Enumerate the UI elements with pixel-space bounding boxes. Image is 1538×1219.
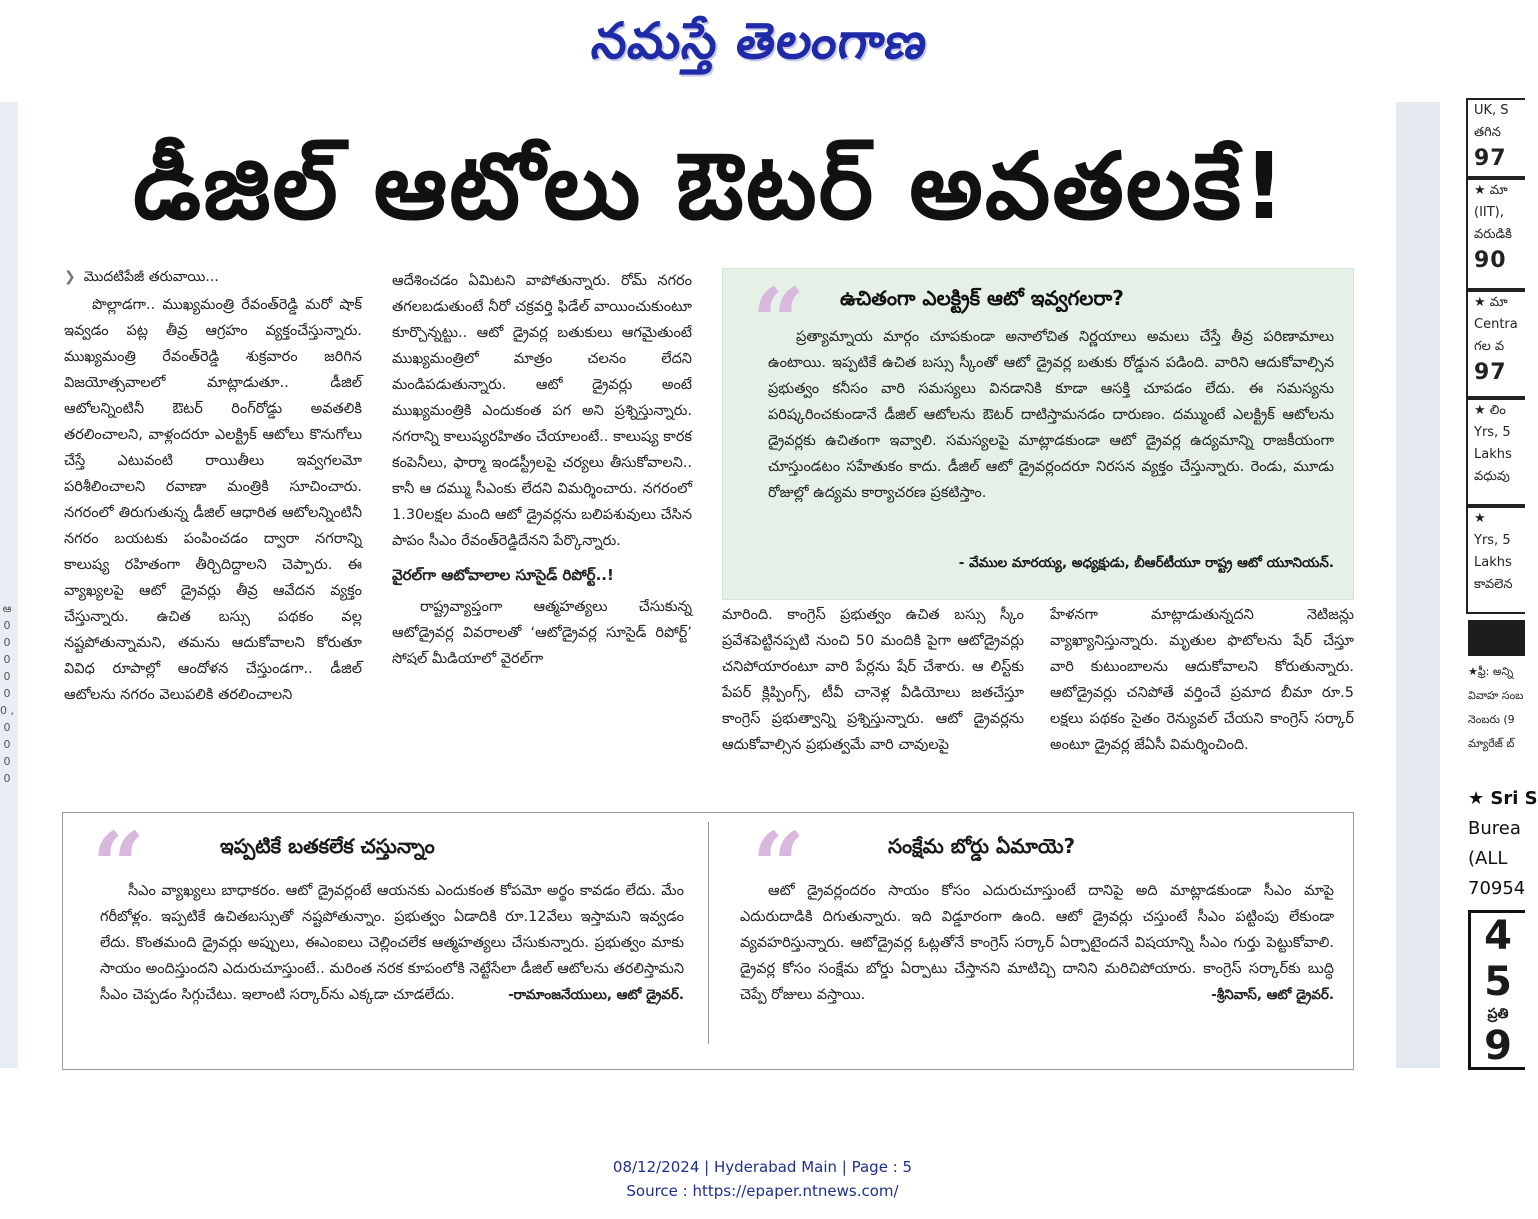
classified-line: వరుడికి — [1474, 227, 1512, 242]
article-column-1 — [64, 292, 362, 792]
quote-box-byline: - వేముల మారయ్య, అధ్యక్షుడు, బీఆర్‌టీయూ రాష్ట్ర ఆటో యూనియన్. — [958, 555, 1334, 571]
quote-box-body — [768, 324, 1334, 546]
driver-quote-title-left: ఇప్పటికే బతకలేక చస్తున్నాం — [220, 834, 435, 858]
classified-line: తగిన — [1474, 125, 1501, 140]
article-column-4 — [1050, 602, 1354, 798]
classified-line: ★ — [1474, 511, 1486, 526]
article-column-2 — [392, 268, 692, 798]
classified-ad — [1466, 398, 1525, 506]
driver-quote-paragraph-right — [740, 878, 1334, 1008]
classified-line: ★ లిం — [1474, 403, 1506, 418]
footer-source-link[interactable]: Source : https://epaper.ntnews.com/ — [626, 1182, 899, 1200]
driver-quote-body-left — [100, 878, 684, 1038]
chevron-right-icon: ❯ — [64, 269, 76, 285]
classified-line: Lakhs — [1474, 447, 1512, 462]
classified-ad — [1466, 290, 1525, 398]
classified-line: వివాహ సంబ — [1468, 689, 1524, 702]
driver-quote-byline-right: -శ్రీనివాస్, ఆటో డ్రైవర్. — [1211, 987, 1334, 1003]
classified-dark-banner — [1468, 620, 1525, 656]
driver-quote-text-right: ఆటో డ్రైవర్లందరం సాయం కోసం ఎదురుచూస్తుంటే దానిపై అది మాట్లాడకుండా సీఎం మాపై ఎదురుదాడికి దిగుతున్నారు. ఇది విడ్డూరంగా ఉంది. ఆటో డ్రైవర్లు చస్తుంటే సీఎం పట్టింపు లేకుండా వ్యవహరిస్తున్నారు. ఆటోడ్రైవర్ల ఓట్లతోనే కాంగ్రెస్ సర్కార్ ఏర్పాటైందనే విషయాన్ని సీఎం గుర్తు పెట్టుకోవాలి. డ్రైవర్ల కోసం సంక్షేమ బోర్డు ఏర్పాటు చేస్తానని మాటిచ్చి దానిని మరిచిపోయారు. కాంగ్రెస్ సర్కార్‌కు బుద్ధి చెప్పే రోజులు వస్తాయి. — [740, 883, 1334, 1003]
classified-small-ad — [1468, 660, 1525, 780]
classified-line: 9 — [1484, 1023, 1512, 1069]
continued-label: మొదటిపేజీ తరువాయి... — [83, 269, 219, 285]
column-1-paragraph: పొల్లాడగా.. ముఖ్యమంత్రి రేవంత్‌రెడ్డి మరో షాక్ ఇవ్వడం పట్ల తీవ్ర ఆగ్రహం వ్యక్తంచేస్తున్నారు. ముఖ్యమంత్రి రేవంత్‌రెడ్డి శుక్రవారం జరిగిన విజయోత్సవాలలో మాట్లాడుతూ.. డీజిల్ ఆటోలన్నింటినీ ఔటర్ రింగ్‌రోడ్డు అవతలికి తరలించాలని, వాళ్లందరూ ఎలక్ట్రిక్ ఆటోలు కొనుగోలు చేస్తే ఎటువంటి రాయితీలు ఇవ్వగలమో పరిశీలించాలని రవాణా మంత్రికి సూచించారు. నగరంలో తిరుగుతున్న డీజిల్ ఆధారిత ఆటోలన్నింటినీ నగరం బయటకు పంపించడం ద్వారా నగరాన్ని కాలుష్య రహితంగా తీర్చిదిద్దాలని చెప్పారు. ఈ వ్యాఖ్యలపై ఆటో డ్రైవర్లు తీవ్ర ఆవేదన వ్యక్తం చేస్తున్నారు. ఉచిత బస్సు పథకం వల్ల నష్టపోతున్నామని, తమను ఆదుకోవాలని కోరుతూ వివిధ రూపాల్లో ఆందోళన చేస్తుండగా.. డీజిల్ ఆటోలను నగరం వెలుపలికి తరలించాలని — [64, 297, 362, 703]
quote-icon: “ — [752, 268, 805, 376]
classified-phone: 97 — [1474, 360, 1507, 385]
classified-line: ★ఫ్రీ: అన్ని — [1468, 665, 1514, 678]
driver-quote-paragraph-left — [100, 878, 684, 1008]
classified-line: వధువు — [1474, 469, 1510, 484]
classified-line: Yrs, 5 — [1474, 533, 1511, 548]
driver-quote-byline-left: -రామాంజనేయులు, ఆటో డ్రైవర్. — [508, 987, 684, 1003]
classified-bureau-ad — [1468, 784, 1538, 908]
classified-line: (IIT), — [1474, 205, 1504, 220]
quote-icon: “ — [752, 812, 805, 920]
column-2-paragraph-after-subhead: రాష్ట్రవ్యాప్తంగా ఆత్మహత్యలు చేసుకున్న ఆటోడ్రైవర్ల వివరాలతో ‘ఆటోడ్రైవర్ల సూసైడ్ రిపోర్ట్’ సోషల్ మీడియాలో వైరల్‌గా — [392, 599, 692, 667]
classified-line: గల వ — [1474, 339, 1505, 354]
driver-quote-text-left: సీఎం వ్యాఖ్యలు బాధాకరం. ఆటో డ్రైవర్లంటే ఆయనకు ఎందుకంత కోపమో అర్థం కావడం లేదు. మేం గరీబోళ్లం. ఇప్పటికే ఉచితబస్సుతో నష్టపోతున్నాం. ప్రభుత్వం ఏడాదికి రూ.12వేలు ఇస్తామని ఇవ్వడం లేదు. కొంతమంది డ్రైవర్లు అప్పులు, ఈఎంఐలు చెల్లించలేక ఆత్మహత్యలు చేసుకున్నారు. ప్రభుత్వం మాకు సాయం అందిస్తుందని ఎదురుచూస్తుంటే.. మరింత నరక కూపంలోకి నెట్టేసేలా డీజిల్ ఆటోలను తరలిస్తామని సీఎం చెప్పడం సిగ్గుచేటు. ఇలాంటి సర్కార్‌ను ఎక్కడా చూడలేదు. — [100, 883, 684, 1003]
classified-line: 4 — [1484, 913, 1512, 959]
classified-phone: 90 — [1474, 248, 1507, 273]
classified-line: కావలెన — [1474, 577, 1513, 592]
bottom-box-divider — [708, 822, 709, 1044]
viral-report-subhead: వైరల్‌గా ఆటోవాలాల సూసైడ్ రిపోర్ట్..! — [392, 566, 614, 584]
classified-line: నెంబరు (9 — [1468, 713, 1515, 726]
classified-ad — [1466, 178, 1525, 290]
classified-line: (ALL — [1468, 848, 1508, 869]
classified-line: ★ Sri S — [1468, 788, 1538, 809]
classified-line: ★ మా — [1474, 183, 1508, 198]
classified-boxed-ad — [1468, 910, 1525, 1070]
classified-line: ప్రతి — [1487, 1006, 1509, 1022]
classified-line: Lakhs — [1474, 555, 1512, 570]
page-gutter — [1396, 102, 1440, 1068]
classified-ad — [1466, 506, 1525, 614]
classified-line: UK, S — [1474, 103, 1509, 118]
column-4-paragraph: హేళనగా మాట్లాడుతున్నదని నెటిజన్లు వ్యాఖ్యానిస్తున్నారు. మృతుల ఫొటోలను షేర్ చేస్తూ వారి కుటుంబాలను ఆదుకోవాలని కోరుతున్నారు. ఆటోడ్రైవర్లు చనిపోతే వర్తించే ప్రమాద బీమా రూ.5 లక్షలు పథకం సైతం రెన్యువల్ చేయని కాంగ్రెస్ సర్కార్ అంటూ డ్రైవర్ల జేఏసీ విమర్శించింది. — [1050, 607, 1354, 753]
newspaper-masthead: నమస్తే తెలంగాణ — [588, 11, 932, 70]
article-headline: డీజిల్ ఆటోలు ఔటర్ అవతలకే! — [132, 133, 1288, 240]
classified-line: Burea — [1468, 818, 1521, 839]
classified-line: 70954 — [1468, 878, 1526, 899]
driver-quote-title-right: సంక్షేమ బోర్డు ఏమాయె? — [888, 834, 1076, 858]
column-2-paragraph: ఆదేశించడం ఏమిటని వాపోతున్నారు. రోమ్ నగరం తగలబడుతుంటే నీరో చక్రవర్తి ఫిడేల్ వాయించుకుంటూ కూర్చొన్నట్టు.. ఆటో డ్రైవర్ల బతుకులు ఆగమైతుంటే ముఖ్యమంత్రిలో మాత్రం చలనం లేదని మండిపడుతున్నారు. ఆటో డ్రైవర్లు అంటే ముఖ్యమంత్రికి ఎందుకంత పగ అని ప్రశ్నిస్తున్నారు. నగరాన్ని కాలుష్యరహితం చేయాలంటే.. కాలుష్య కారక కంపెనీలు, ఫార్మా ఇండస్ట్రీలపై చర్యలు తీసుకోవాలని.. కానీ ఆ దమ్ము సీఎంకు లేదని విమర్శించారు. నగరంలో 1.30లక్షల మంది ఆటో డ్రైవర్లను బలిపశువులు చేసిన పాపం సీఎం రేవంత్‌రెడ్డిదేనని పేర్కొన్నారు. — [392, 273, 692, 549]
classified-phone: 97 — [1474, 146, 1507, 171]
left-margin-text: ఆ 0 0 0 0 0 0 , 0 0 0 0 — [0, 602, 14, 785]
classified-ad — [1466, 98, 1525, 178]
classified-line: ★ మా — [1474, 295, 1508, 310]
article-column-3 — [722, 602, 1024, 798]
continued-from-front-page — [64, 264, 384, 290]
quote-icon: “ — [92, 812, 145, 920]
footer-edition-info: 08/12/2024 | Hyderabad Main | Page : 5 — [612, 1158, 913, 1176]
classified-line: 5 — [1484, 959, 1512, 1005]
classified-line: Centra — [1474, 317, 1518, 332]
classified-line: మ్యారేజ్ బ్ — [1468, 737, 1515, 750]
column-3-paragraph: మారింది. కాంగ్రెస్ ప్రభుత్వం ఉచిత బస్సు స్కీం ప్రవేశపెట్టినప్పటి నుంచి 50 మందికి పైగా ఆటోడ్రైవర్లు చనిపోయారంటూ వారి పేర్లను షేర్ చేశారు. ఆ లిస్ట్‌కు పేపర్ క్లిప్పింగ్స్, టీవీ చానెళ్ల వీడియోలు జతచేస్తూ కాంగ్రెస్ ప్రభుత్వాన్ని ప్రశ్నిస్తున్నారు. ఆటో డ్రైవర్లను ఆదుకోవాల్సిన ప్రభుత్వమే వారి చావులపై — [722, 607, 1024, 753]
driver-quote-body-right — [740, 878, 1334, 1038]
quote-box-title: ఉచితంగా ఎలక్ట్రిక్ ఆటో ఇవ్వగలరా? — [840, 286, 1124, 310]
quote-box-paragraph: ప్రత్యామ్నాయ మార్గం చూపకుండా అనాలోచిత నిర్ణయాలు అమలు చేస్తే తీవ్ర పరిణామాలు ఉంటాయి. ఇప్పటికే ఉచిత బస్సు స్కీంతో ఆటో డ్రైవర్ల బతుకు రోడ్డున పడింది. వారిని ఆదుకోవాల్సిన ప్రభుత్వం కనీసం వారి సమస్యలు వినడానికి కూడా ఆసక్తి చూపడం లేదు. ఈ సమస్యను పరిష్కరించకుండానే డీజిల్ ఆటోలను ఔటర్ దాటిస్తామనడం దారుణం. దమ్ముంటే ఎలక్ట్రిక్ ఆటోలను డ్రైవర్లకు ఉచితంగా ఇవ్వాలి. సమస్యలపై మాట్లాడకుండా ఆటో డ్రైవర్ల ఉద్యమాన్ని రాజకీయంగా చూస్తుండటం సహేతుకం కాదు. డీజిల్ ఆటో డ్రైవర్లందరూ నిరసన వ్యక్తం చేస్తున్నారు. రెండు, మూడు రోజుల్లో ఉద్యమ కార్యాచరణ ప్రకటిస్తాం. — [768, 329, 1334, 501]
classified-line: Yrs, 5 — [1474, 425, 1511, 440]
